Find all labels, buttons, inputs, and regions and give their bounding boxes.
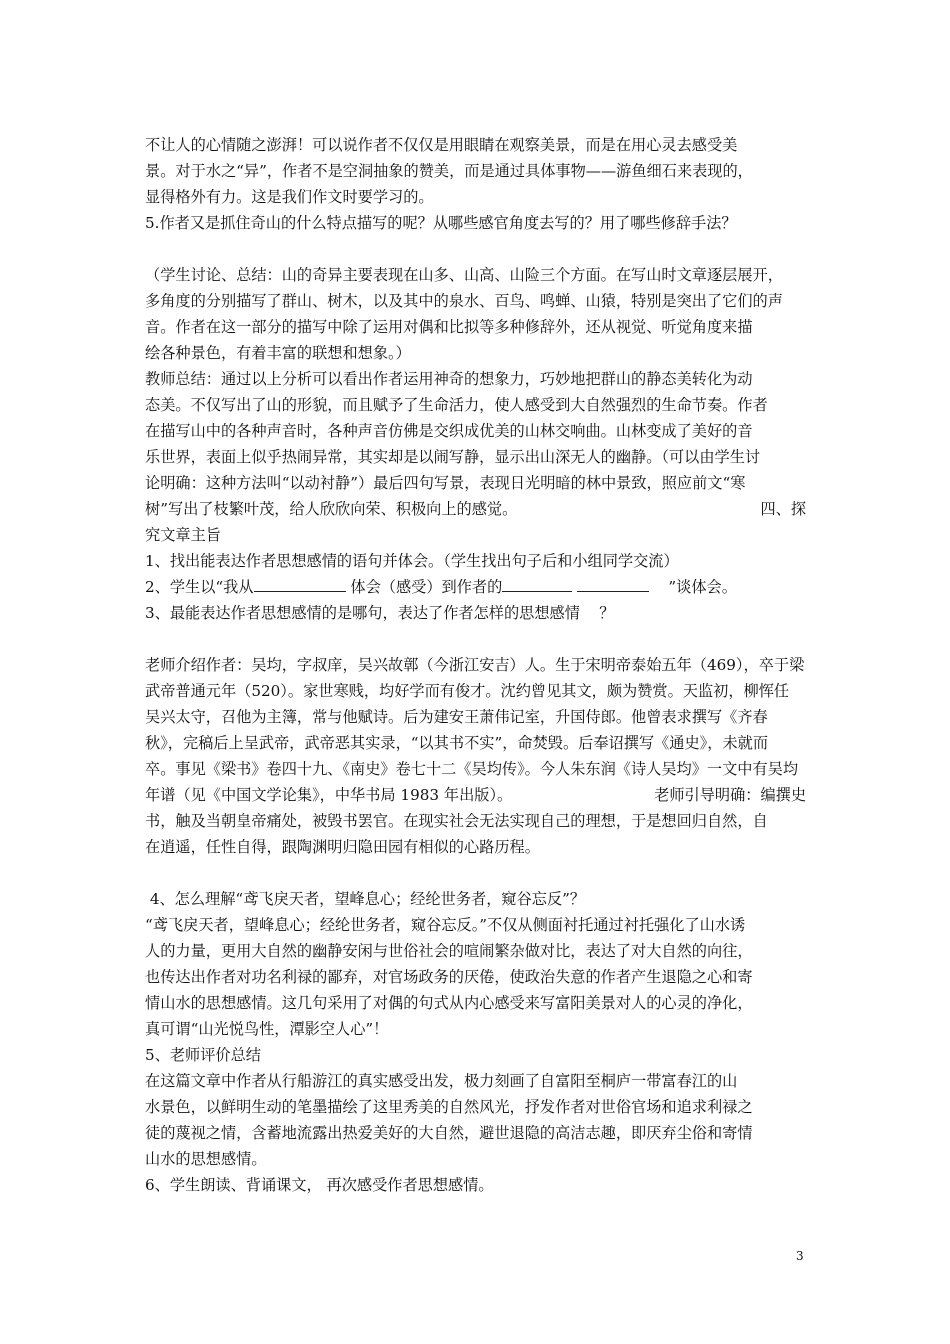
text-line: 书，触及当朝皇帝痛处，被毁书罢官。在现实社会无法实现自己的理想，于是想回归自然，自 <box>145 812 768 830</box>
text-line: 秋》，完稿后上呈武帝，武帝恶其实录，“以其书不实”，命焚毁。后奉诏撰写《通史》，未就而 <box>145 734 769 752</box>
item-2 <box>145 574 810 600</box>
item-1: 1、找出能表达作者思想感情的语句并体会。（学生找出句子后和小组同学交流） <box>145 552 679 570</box>
section-heading-4: 四、探 <box>760 500 806 518</box>
text-fragment: 树”写出了枝繁叶茂，给人欣欣向荣、积极向上的感觉。 <box>145 500 518 518</box>
text-fragment: 2、学生以“我从 <box>145 578 254 596</box>
text-line <box>145 782 810 808</box>
item-6: 6、学生朗读、背诵课文， 再次感受作者思想感情。 <box>145 1176 494 1194</box>
fill-blank <box>254 574 346 592</box>
blank-line <box>145 236 810 262</box>
text-fragment: ”谈体会。 <box>668 578 737 596</box>
text-line: 多角度的分别描写了群山、树木，以及其中的泉水、百鸟、鸣蝉、山猿，特别是突出了它们的声 <box>145 292 783 310</box>
text-line: 乐世界，表面上似乎热闹异常，其实却是以闹写静，显示出山深无人的幽静。（可以由学生讨 <box>145 448 761 466</box>
text-fragment: 3、最能表达作者思想感情的是哪句，表达了作者怎样的思想感情 <box>145 604 580 622</box>
text-line: 绘各种景色，有着丰富的联想和想象。） <box>145 344 411 362</box>
text-line: 显得格外有力。这是我们作文时要学习的。 <box>145 188 434 206</box>
text-line: “鸢飞戾天者，望峰息心；经纶世务者，窥谷忘反。”不仅从侧面衬托通过衬托强化了山水诱 <box>145 916 746 934</box>
section-heading-4-cont: 究文章主旨 <box>145 526 221 544</box>
text-line: 也传达出作者对功名利禄的鄙弃，对官场政务的厌倦，使政治失意的作者产生退隐之心和寄 <box>145 968 753 986</box>
fill-blank <box>577 574 649 592</box>
text-line <box>145 496 810 522</box>
text-line: 情山水的思想感情。这几句采用了对偶的句式从内心感受来写富阳美景对人的心灵的净化， <box>145 994 753 1012</box>
text-line: 景。对于水之“异”，作者不是空洞抽象的赞美，而是通过具体事物——游鱼细石来表现的， <box>145 162 753 180</box>
page-number: 3 <box>796 1249 804 1263</box>
item-5: 5、老师评价总结 <box>145 1046 261 1064</box>
text-line: 不让人的心情随之澎湃！可以说作者不仅仅是用眼睛在观察美景，而是在用心灵去感受美 <box>145 136 738 154</box>
item-4: 4、怎么理解“鸢飞戾天者，望峰息心；经纶世务者，窥谷忘反”？ <box>145 890 586 908</box>
fill-blank <box>502 574 572 592</box>
text-line: （学生讨论、总结：山的奇异主要表现在山多、山高、山险三个方面。在写山时文章逐层展开， <box>145 266 783 284</box>
blank-line <box>145 860 810 886</box>
item-3 <box>145 600 810 626</box>
text-line: 人的力量，更用大自然的幽静安闲与世俗社会的喧闹繁杂做对比，表达了对大自然的向往， <box>145 942 753 960</box>
text-fragment: 体会（感受）到作者的 <box>345 578 503 596</box>
text-line: 教师总结：通过以上分析可以看出作者运用神奇的想象力，巧妙地把群山的静态美转化为动 <box>145 370 753 388</box>
text-line: 真可谓“山光悦鸟性，潭影空人心”！ <box>145 1020 389 1038</box>
text-fragment: 年谱（见《中国文学论集》，中华书局 1983 年出版）。 <box>145 786 513 804</box>
blank-line <box>145 626 810 652</box>
text-line: 在描写山中的各种声音时，各种声音仿佛是交织成优美的山林交响曲。山林变成了美好的音 <box>145 422 753 440</box>
text-fragment: ？ <box>599 604 615 622</box>
text-line: 徒的蔑视之情，含蓄地流露出热爱美好的大自然，避世退隐的高洁志趣，即厌弃尘俗和寄情 <box>145 1124 753 1142</box>
text-line: 山水的思想感情。 <box>145 1150 267 1168</box>
text-line: 在这篇文章中作者从行船游江的真实感受出发，极力刻画了自富阳至桐庐一带富春江的山 <box>145 1072 738 1090</box>
text-line: 武帝普通元年（520）。家世寒贱，均好学而有俊才。沈约曾见其文，颇为赞赏。天监初，柳恽任 <box>145 682 790 700</box>
text-line: 在逍遥，任性自得，跟陶渊明归隐田园有相似的心路历程。 <box>145 838 540 856</box>
text-line: 音。作者在这一部分的描写中除了运用对偶和比拟等多种修辞外，还从视觉、听觉角度来描 <box>145 318 753 336</box>
text-line: 老师介绍作者：吴均，字叔庠，吴兴故鄣（今浙江安吉）人。生于宋明帝泰始五年（469），卒于梁 <box>145 656 805 674</box>
document-body <box>145 132 810 1198</box>
text-line: 态美。不仅写出了山的形貌，而且赋予了生命活力，使人感受到大自然强烈的生命节奏。作者 <box>145 396 768 414</box>
text-fragment: 老师引导明确：编撰史 <box>654 786 806 804</box>
text-line: 水景色，以鲜明生动的笔墨描绘了这里秀美的自然风光，抒发作者对世俗官场和追求利禄之 <box>145 1098 753 1116</box>
question-5: 5.作者又是抓住奇山的什么特点描写的呢？从哪些感官角度去写的？用了哪些修辞手法？ <box>145 214 737 232</box>
text-line: 论明确：这种方法叫“以动衬静”）最后四句写景，表现日光明暗的林中景致，照应前文“寒 <box>145 474 746 492</box>
text-line: 吴兴太守，召他为主簿，常与他赋诗。后为建安王萧伟记室，升国侍郎。他曾表求撰写《齐春 <box>145 708 768 726</box>
text-line: 卒。事见《梁书》卷四十九、《南史》卷七十二《吴均传》。今人朱东润《诗人吴均》一文中有吴均 <box>145 760 799 778</box>
